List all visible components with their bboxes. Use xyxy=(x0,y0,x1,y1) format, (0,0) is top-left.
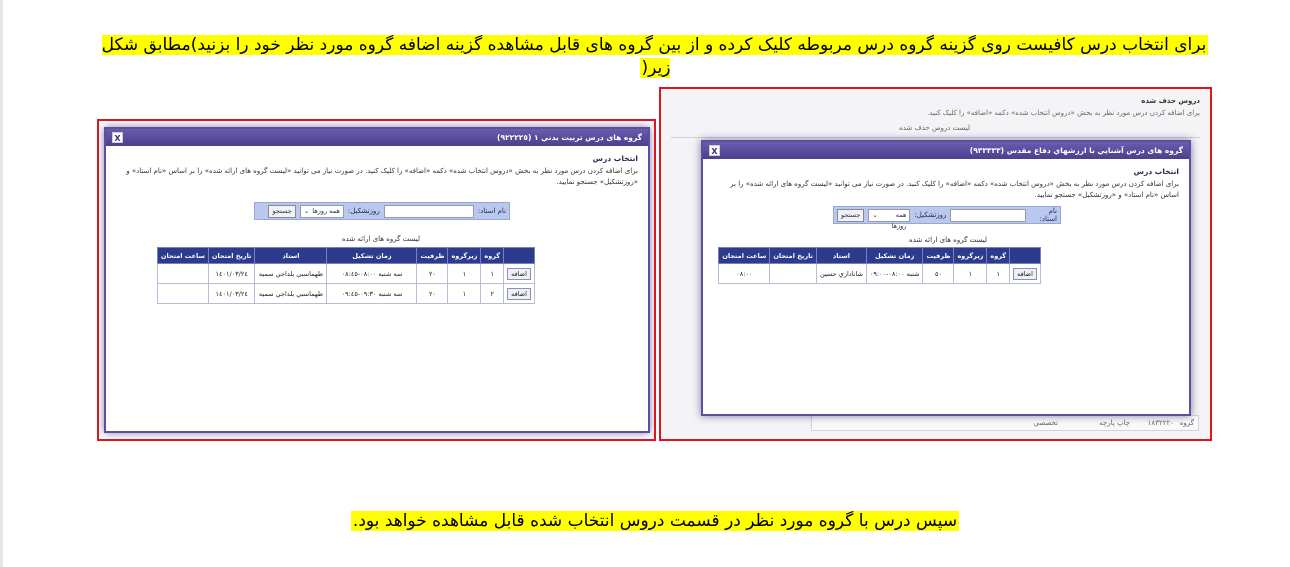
col-add xyxy=(504,248,535,264)
bg-list-title: لیست دروس حذف شده xyxy=(899,124,970,132)
cell-exam-date: ١٤٠١/٠٣/٢٤ xyxy=(208,264,255,284)
cell-subgroup: ١ xyxy=(954,264,987,284)
cell-exam-time xyxy=(157,264,208,284)
course-groups-modal xyxy=(701,140,1191,416)
section-description: برای اضافه کردن درس مورد نظر به بخش «دروس انتخاب شده» دکمه «اضافه» را کلیک کنید. در صورت نیاز می توانید «لیست گروه های ارائه شده» را بر اساس «نام استاد» و «روزتشکیل» جستجو نمایید. xyxy=(126,167,638,186)
modal-title-bar xyxy=(703,142,1189,159)
search-button[interactable]: جستجو xyxy=(837,209,864,222)
cell-exam-date xyxy=(770,264,817,284)
section-heading: انتخاب درس xyxy=(592,154,638,163)
day-label: روزتشکیل: xyxy=(914,211,947,219)
instruction-top xyxy=(100,34,1210,80)
add-button[interactable]: اضافه xyxy=(507,268,531,280)
col-exam-date: تاریخ امتحان xyxy=(208,248,255,264)
day-select-value: همه روزها xyxy=(312,206,340,215)
col-teacher: استاد xyxy=(816,248,866,264)
cell-teacher: طهماسبي بلداجي سميه xyxy=(255,264,327,284)
cell-teacher: شاناداري حسين xyxy=(816,264,866,284)
bg-section-note: برای اضافه کردن درس مورد نظر به بخش «دروس انتخاب شده» دکمه «اضافه» را کلیک کنید. xyxy=(927,109,1200,117)
cell-teacher: طهماسبي بلداجي سميه xyxy=(255,284,327,304)
course-groups-modal xyxy=(104,127,650,433)
chevron-down-icon: ⌄ xyxy=(872,210,878,219)
col-time: زمان تشکیل xyxy=(327,248,417,264)
col-group: گروه xyxy=(987,248,1010,264)
bg-row-type: تخصصي xyxy=(1033,419,1058,427)
cell-capacity: ٥٠ xyxy=(923,264,954,284)
cell-time: سه شنبه ٠٩:٣٠-٠٩:٤٥ xyxy=(327,284,417,304)
col-capacity: ظرفیت xyxy=(923,248,954,264)
bg-section-title: دروس حذف شده xyxy=(1141,97,1200,105)
table-header-row xyxy=(157,248,534,264)
day-select[interactable] xyxy=(868,209,910,230)
col-group: گروه xyxy=(481,248,504,264)
group-list-title: لیست گروه های ارائه شده xyxy=(342,235,420,243)
day-label: روزتشکیل: xyxy=(347,207,380,215)
search-bar xyxy=(254,202,510,220)
cell-capacity: ٢٠ xyxy=(417,284,448,304)
bg-row-title: چاپ پارچه xyxy=(1099,419,1130,427)
close-icon[interactable]: X xyxy=(112,132,123,143)
instruction-bottom xyxy=(100,510,1210,533)
cell-exam-time: ٠٨:٠٠ xyxy=(719,264,770,284)
table-row xyxy=(157,284,534,304)
table-row xyxy=(157,264,534,284)
col-teacher: استاد xyxy=(255,248,327,264)
modal-title-bar xyxy=(106,129,648,146)
cell-exam-date: ١٤٠١/٠٣/٢٤ xyxy=(208,284,255,304)
bg-row-label: گروه xyxy=(1179,419,1194,427)
col-exam-time: ساعت امتحان xyxy=(719,248,770,264)
cell-exam-time xyxy=(157,284,208,304)
teacher-input[interactable] xyxy=(384,205,474,218)
day-select-value: همه روزها xyxy=(891,210,907,230)
modal-title: گروه های درس تربیت بدني ١ (٩٢٢٢٢٥) xyxy=(497,133,642,142)
bg-divider xyxy=(671,137,1200,138)
cell-group: ١ xyxy=(481,264,504,284)
col-exam-time: ساعت امتحان xyxy=(157,248,208,264)
col-subgroup: زیرگروه xyxy=(448,248,481,264)
instruction-top-text: برای انتخاب درس کافیست روی گزینه گروه درس مربوطه کلیک کرده و از بین گروه های قابل مشاهده گزینه اضافه گروه مورد نظر خود را بزنید)مطابق شکل زیر( xyxy=(101,35,1207,78)
search-bar xyxy=(833,206,1061,230)
add-button[interactable]: اضافه xyxy=(507,288,531,300)
screenshot-right xyxy=(659,87,1212,441)
cell-group: ١ xyxy=(987,264,1010,284)
add-button[interactable]: اضافه xyxy=(1013,268,1037,280)
group-list-title: لیست گروه های ارائه شده xyxy=(909,236,987,244)
col-capacity: ظرفیت xyxy=(417,248,448,264)
cell-subgroup: ١ xyxy=(448,264,481,284)
teacher-label: نام استاد: xyxy=(477,207,506,215)
section-description: برای اضافه کردن درس مورد نظر به بخش «دروس انتخاب شده» دکمه «اضافه» را کلیک کنید. در صورت نیاز می توانید «لیست گروه های ارائه شده» را بر اساس «نام استاد» و «روزتشکیل» جستجو نمایید. xyxy=(730,180,1179,199)
page-edge xyxy=(0,0,3,567)
screenshot-left xyxy=(97,119,656,441)
cell-time: شنبه ٠٨:٠٠-٠٩:٠٠ xyxy=(866,264,923,284)
group-table xyxy=(718,247,1041,284)
col-add xyxy=(1010,248,1041,264)
day-select[interactable] xyxy=(300,205,344,218)
bg-table-row xyxy=(811,415,1199,431)
search-button[interactable]: جستجو xyxy=(268,205,295,218)
col-time: زمان تشکیل xyxy=(866,248,923,264)
cell-time: سه شنبه ٠٨:٠٠-٠٨:٤٥ xyxy=(327,264,417,284)
cell-subgroup: ١ xyxy=(448,284,481,304)
group-table xyxy=(157,247,535,304)
chevron-down-icon: ⌄ xyxy=(303,206,310,215)
cell-capacity: ٢٠ xyxy=(417,264,448,284)
section-heading: انتخاب درس xyxy=(1133,167,1179,176)
modal-title: گروه های درس آشنایي با ارزشهاي دفاع مقدس (٩٣٣٣٣٣) xyxy=(969,146,1183,155)
col-exam-date: تاریخ امتحان xyxy=(770,248,817,264)
table-header-row xyxy=(719,248,1041,264)
cell-group: ٢ xyxy=(481,284,504,304)
instruction-bottom-text: سپس درس با گروه مورد نظر در قسمت دروس انتخاب شده قابل مشاهده خواهد بود. xyxy=(352,511,958,531)
teacher-label: نام استاد: xyxy=(1039,207,1057,223)
bg-row-code: ١٨٣٢٢٢٠ xyxy=(1147,419,1174,427)
table-row xyxy=(719,264,1041,284)
teacher-input[interactable] xyxy=(950,209,1026,222)
col-subgroup: زیرگروه xyxy=(954,248,987,264)
close-icon[interactable]: X xyxy=(709,145,720,156)
